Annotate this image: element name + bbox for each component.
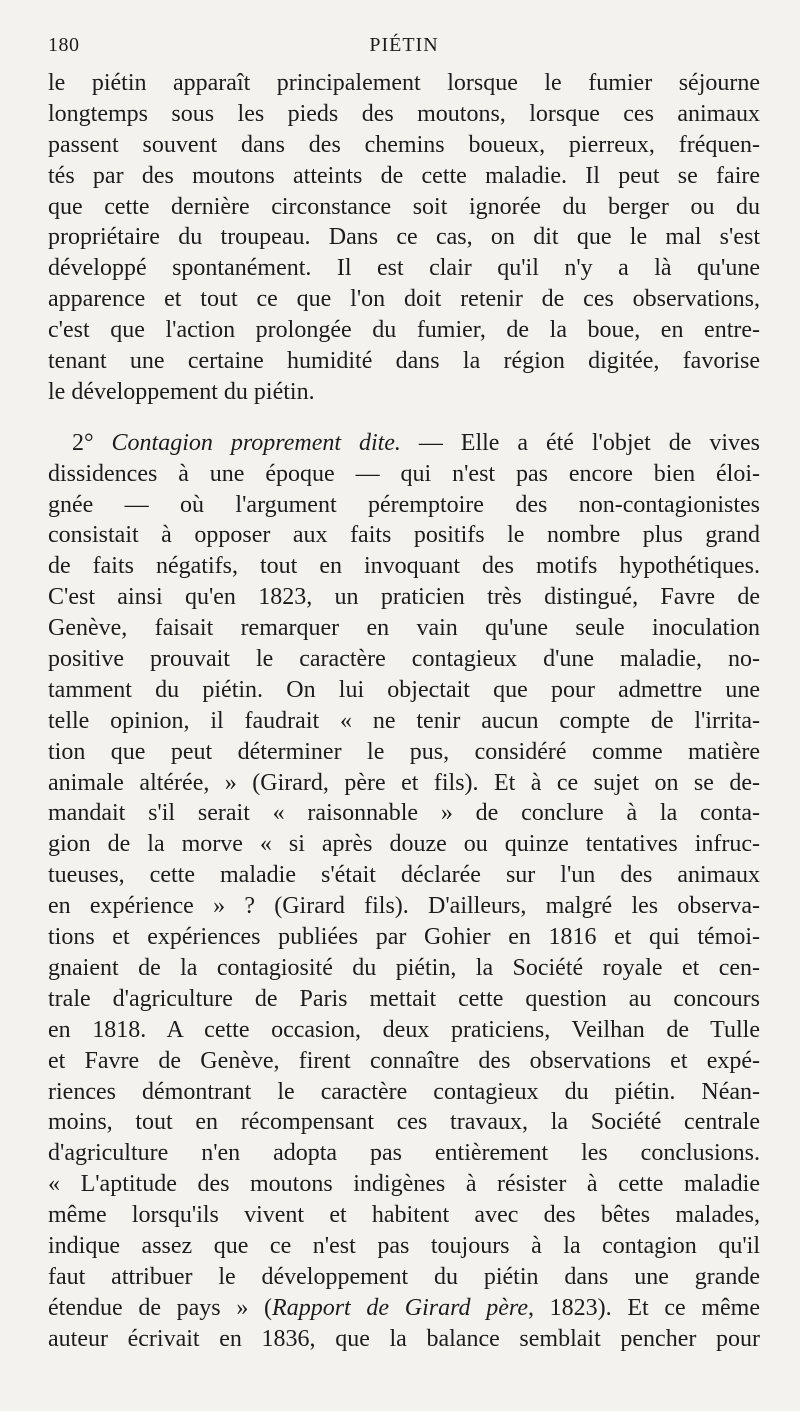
text-line: d'agriculture n'en adopta pas entièrement les conclusions. (48, 1140, 760, 1167)
text-line: tamment du piétin. On lui objectait que pour admettre une (48, 676, 760, 703)
text-line: tenant une certaine humidité dans la région digitée, favorise (48, 348, 760, 375)
heading-line-text: — Elle a été l'objet de vives (418, 429, 760, 456)
text-line: c'est que l'action prolongée du fumier, de la boue, en entre- (48, 317, 760, 344)
text-line: de faits négatifs, tout en invoquant des motifs hypothétiques. (48, 553, 760, 580)
text-line: animale altérée, » (Girard, père et fils). Et à ce sujet on se de- (48, 769, 760, 796)
text-line: indique assez que ce n'est pas toujours à la contagion qu'il (48, 1232, 760, 1259)
text-line: Genève, faisait remarquer en vain qu'une seule inoculation (48, 615, 760, 642)
text-line: développé spontanément. Il est clair qu'il n'y a là qu'une (48, 255, 760, 282)
section-heading-line (48, 428, 760, 459)
text-line: que cette dernière circonstance soit ignorée du berger ou du (48, 193, 760, 220)
paragraph-spacer (48, 408, 760, 428)
text-line: gnée — où l'argument péremptoire des non-contagionistes (48, 491, 760, 518)
text-line: tion que peut déterminer le pus, considéré comme matière (48, 738, 760, 765)
citation-after: , 1823). Et ce même (527, 1294, 760, 1321)
text-line: mandait s'il serait « raisonnable » de conclure à la conta- (48, 800, 760, 827)
text-line: et Favre de Genève, firent connaître des observations et expé- (48, 1047, 760, 1074)
paragraph-contagion (48, 428, 760, 1355)
text-line: telle opinion, il faudrait « ne tenir aucun compte de l'irrita- (48, 707, 760, 734)
text-line: en expérience » ? (Girard fils). D'ailleurs, malgré les observa- (48, 893, 760, 920)
text-line: dissidences à une époque — qui n'est pas encore bien éloi- (48, 460, 760, 487)
text-line: tés par des moutons atteints de cette maladie. Il peut se faire (48, 162, 760, 189)
text-line: « L'aptitude des moutons indigènes à résister à cette maladie (48, 1171, 760, 1198)
running-title: PIÉTIN (369, 34, 439, 56)
text-line: positive prouvait le caractère contagieux d'une maladie, no- (48, 646, 760, 673)
text-line: tions et expériences publiées par Gohier en 1816 et qui témoi- (48, 924, 760, 951)
text-line: le développement du piétin. (48, 378, 315, 405)
paragraph-manure-causes (48, 68, 760, 408)
text-line: auteur écrivait en 1836, que la balance semblait pencher pour (48, 1325, 760, 1352)
text-line: riences démontrant le caractère contagieux du piétin. Néan- (48, 1078, 760, 1105)
text-line: même lorsqu'ils vivent et habitent avec des bêtes malades, (48, 1202, 760, 1229)
text-line: propriétaire du troupeau. Dans ce cas, on dit que le mal s'est (48, 224, 760, 251)
text-line: longtemps sous les pieds des moutons, lorsque ces animaux (48, 100, 760, 127)
text-line: trale d'agriculture de Paris mettait cette question au concours (48, 985, 760, 1012)
text-line: gnaient de la contagiosité du piétin, la Société royale et cen- (48, 954, 760, 981)
text-line: C'est ainsi qu'en 1823, un praticien très distingué, Favre de (48, 584, 760, 611)
citation-line (48, 1293, 760, 1324)
running-head (48, 34, 760, 68)
text-line: apparence et tout ce que l'on doit retenir de ces observations, (48, 286, 760, 313)
page-number: 180 (48, 34, 80, 56)
text-line: moins, tout en récompensant ces travaux, la Société centrale (48, 1109, 760, 1136)
section-heading: Contagion proprement dite. (111, 429, 401, 456)
text-line: le piétin apparaît principalement lorsque le fumier séjourne (48, 70, 760, 96)
text-line: en 1818. A cette occasion, deux praticiens, Veilhan de Tulle (48, 1016, 760, 1043)
citation-title: Rapport de Girard père (272, 1294, 528, 1321)
section-number: 2° (72, 429, 94, 456)
text-line: tueuses, cette maladie s'était déclarée sur l'un des animaux (48, 862, 760, 889)
text-line: gion de la morve « si après douze ou quinze tentatives infruc- (48, 831, 760, 858)
text-line: faut attribuer le développement du piétin dans une grande (48, 1263, 760, 1290)
text-line: passent souvent dans des chemins boueux, pierreux, fréquen- (48, 131, 760, 158)
text-line: consistait à opposer aux faits positifs le nombre plus grand (48, 522, 760, 549)
citation-before: étendue de pays » ( (48, 1294, 273, 1321)
